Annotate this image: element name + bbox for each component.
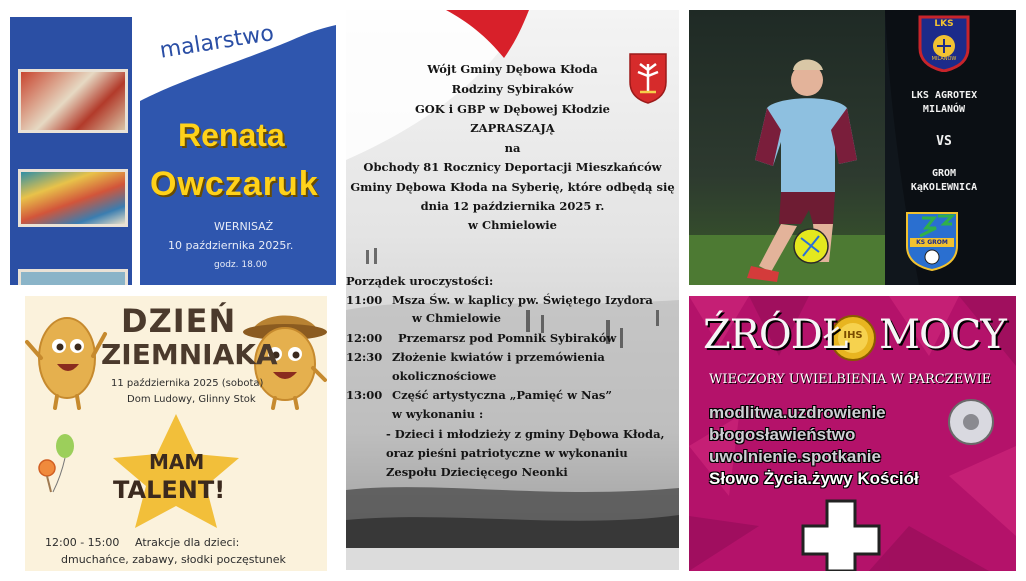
crest-top-label: LKS [934,19,954,29]
home-team-line: LKS AGROTEX [910,90,978,101]
football-match-poster[interactable] [689,10,1016,285]
painting-thumbnail [18,269,128,285]
tagline: Słowo Życia.żywy Kościół [709,469,919,488]
event-date: 10 października 2025r. [168,239,294,252]
star-text-1: MAM [149,450,205,474]
ihs-logo-icon: IHS [843,330,863,341]
exhibition-poster[interactable] [10,17,336,285]
municipality-crest-icon [628,52,668,104]
subtitle: WIECZORY UWIELBIENIA W PARCZEWIE [709,372,992,387]
schedule-title: Atrakcje dla dzieci: [135,536,240,549]
program-text: oraz pieśni patriotyczne w wykonaniu [386,446,628,460]
title-right: MOCY [879,312,1006,358]
event-date: 11 października 2025 (sobota) [111,378,264,389]
header-line: Rodziny Sybiraków [451,82,574,96]
worship-evening-poster[interactable] [689,296,1016,571]
event-place: Dom Ludowy, Glinny Stok [127,394,256,405]
program-time: 12:00 [346,331,383,345]
program-text: okolicznościowe [392,369,497,383]
header-line: dnia 12 października 2025 r. [420,199,605,213]
program-time: 11:00 [346,293,383,307]
header-line: na [504,141,521,155]
program-text: Zespołu Dziecięcego Neonki [386,465,568,479]
schedule-desc: dmuchańce, zabawy, słodki poczęstunek [61,553,286,566]
header-line: ZAPRASZAJĄ [470,121,555,135]
title-left: ŹRÓDŁ [703,312,848,358]
photo-strip [10,17,132,285]
header-line: Wójt Gminy Dębowa Kłoda [427,62,598,76]
vernissage-label: WERNISAŻ [214,220,274,233]
program-text: Msza Św. w kaplicy pw. Świętego Izydora [392,293,653,307]
header-line: Gminy Dębowa Kłoda na Syberię, które odbędą się [350,180,675,194]
versus-label: VS [936,134,952,149]
painting-thumbnail [18,69,128,133]
tagline: modlitwa.uzdrowienie [709,403,886,422]
program-title: Porządek uroczystości: [346,274,494,288]
commemoration-poster[interactable] [346,10,679,570]
away-team-line: GROM [931,168,957,179]
potato-day-poster[interactable] [25,296,327,571]
program-time: 13:00 [346,388,383,402]
program-text: - Dzieci i młodzieży z gminy Dębowa Kłoda, [386,427,665,441]
header-line: w Chmielowie [468,218,557,232]
program-text: w Chmielowie [412,311,501,325]
program-text: Złożenie kwiatów i przemówienia [392,350,605,364]
schedule-time: 12:00 - 15:00 [45,536,120,549]
title-line-1: DZIEŃ [121,302,237,340]
crest-bottom-label: MILANÓW [931,56,957,62]
artist-last-name: Owczaruk [150,165,319,203]
away-team-line: KąKOLEWNICA [910,182,978,193]
tagline: błogosławieństwo [709,425,856,444]
painting-thumbnail [18,169,128,227]
home-team-line: MILANÓW [922,104,966,115]
program-text: w wykonaniu : [392,407,484,421]
star-text-2: TALENT! [113,476,226,504]
crest2-label: KS GROM [916,239,948,246]
tagline: uwolnienie.spotkanie [709,447,881,466]
banner-word: malarstwo [158,20,276,64]
program-text: Przemarsz pod Pomnik Sybiraków [398,331,617,345]
event-time: godz. 18.00 [214,260,268,270]
header-line: Obchody 81 Rocznicy Deportacji Mieszkańców [363,160,662,174]
header-line: GOK i GBP w Dębowej Kłodzie [414,102,611,116]
program-text: Część artystyczna „Pamięć w Nas” [392,388,613,402]
title-line-2: ZIEMNIAKA [101,338,278,371]
artist-first-name: Renata [178,117,285,153]
program-time: 12:30 [346,350,383,364]
